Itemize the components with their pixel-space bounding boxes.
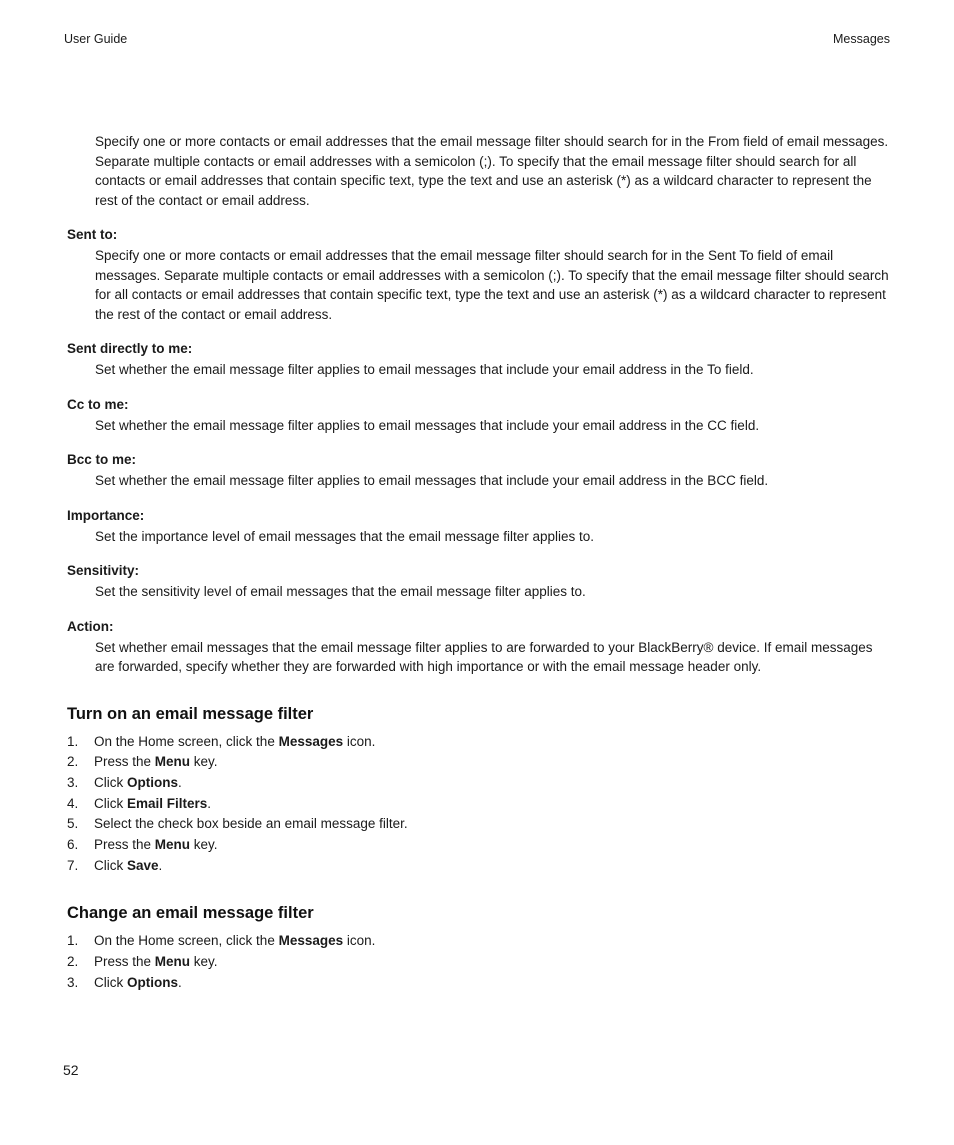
definition-term-sensitivity: Sensitivity: [67, 563, 140, 578]
step-ui-label: Menu [154, 954, 191, 970]
section-title-change: Change an email message filter [67, 904, 314, 923]
step-text: Press the [94, 837, 155, 853]
step-number: 7. [67, 857, 79, 873]
step-text: On the Home screen, click the [94, 933, 279, 949]
step-text: Click [94, 774, 127, 790]
step-number: 4. [67, 795, 79, 811]
step-text-end: . [158, 857, 163, 873]
step-number: 2. [67, 954, 79, 970]
from-field-description: Specify one or more contacts or email addresses that the email message filter should search for in the From field of email messages. Separate multiple contacts or email addresses with a semicolon (;). To specify that the email message filter should search for all contacts or email addresses that contain specific text, type the text and use an asterisk (*) as a wildcard character to represent the rest of the contact or email address. [95, 134, 889, 208]
step-text: Press the [94, 754, 155, 770]
step-number: 3. [67, 974, 79, 990]
running-header-right: Messages [833, 32, 890, 46]
step-ui-label: Email Filters [127, 795, 208, 811]
step-number: 2. [67, 754, 79, 770]
page-number: 52 [63, 1062, 79, 1078]
step-text: Click [94, 857, 127, 873]
step-item [67, 794, 893, 815]
step-text: On the Home screen, click the [94, 733, 279, 749]
step-item [67, 856, 893, 877]
definition-body-sent-directly: Set whether the email message filter applies to email messages that include your email address in the To field. [95, 362, 754, 377]
step-text: Click [94, 974, 127, 990]
step-item [67, 931, 893, 952]
definition-body-bcc: Set whether the email message filter applies to email messages that include your email address in the BCC field. [95, 473, 769, 488]
step-ui-label: Messages [278, 933, 344, 949]
step-number: 1. [67, 933, 79, 949]
step-text-end: key. [190, 837, 218, 853]
step-number: 3. [67, 774, 79, 790]
step-text-end: . [178, 774, 182, 790]
step-item [67, 752, 893, 773]
step-text-end: icon. [343, 733, 376, 749]
definition-term-action: Action: [67, 618, 114, 634]
step-item [67, 773, 893, 794]
step-text-end: . [207, 795, 212, 811]
step-text-end: icon. [343, 933, 376, 949]
step-item [67, 732, 893, 753]
step-item [67, 835, 893, 856]
step-text: Select the check box beside an email message filter. [94, 816, 408, 832]
definition-term-sent-directly: Sent directly to me: [67, 341, 193, 356]
step-ui-label: Messages [278, 733, 344, 749]
step-ui-label: Menu [154, 837, 191, 853]
step-ui-label: Options [127, 974, 178, 990]
definition-list [67, 225, 893, 677]
page-content [67, 132, 893, 994]
steps-turn-on [67, 732, 893, 877]
step-number: 6. [67, 837, 79, 853]
step-number: 5. [67, 816, 79, 832]
step-text-end: key. [190, 954, 218, 970]
definition-term-sent-to: Sent to: [67, 227, 118, 242]
step-text: Click [94, 795, 127, 811]
step-ui-label: Options [127, 774, 178, 790]
step-text-end: . [178, 974, 182, 990]
definition-body-sent-to: Specify one or more contacts or email addresses that the email message filter should search for in the Sent To field of email messages. Separate multiple contacts or email addresses with a semicolon (;). To specify that the email message filter should search for all contacts or email addresses that contain specific text, type the text and use an asterisk (*) as a wildcard character to represent the rest of the contact or email address. [95, 248, 889, 322]
definition-body-cc: Set whether the email message filter applies to email messages that include your email address in the CC field. [95, 417, 760, 433]
definition-term-cc: Cc to me: [67, 396, 129, 412]
section-title-turn-on: Turn on an email message filter [67, 704, 314, 723]
definition-body-action: Set whether email messages that the email message filter applies to are forwarded to your BlackBerry® device. If email messages are forwarded, specify whether they are forwarded with high importance or with the email message header only. [95, 639, 873, 674]
running-header-left: User Guide [64, 32, 128, 46]
step-ui-label: Menu [154, 754, 191, 770]
steps-change [67, 931, 893, 993]
step-item [67, 973, 893, 994]
step-number: 1. [67, 733, 79, 749]
definition-body-sensitivity: Set the sensitivity level of email messages that the email message filter applies to. [95, 584, 586, 599]
step-text: Press the [94, 954, 155, 970]
step-item [67, 952, 893, 973]
definition-term-bcc: Bcc to me: [67, 452, 137, 467]
definition-body-importance: Set the importance level of email messages that the email message filter applies to. [95, 528, 594, 544]
definition-term-importance: Importance: [67, 507, 145, 523]
step-ui-label: Save [127, 857, 159, 873]
step-text-end: key. [190, 754, 218, 770]
step-item [67, 814, 893, 835]
